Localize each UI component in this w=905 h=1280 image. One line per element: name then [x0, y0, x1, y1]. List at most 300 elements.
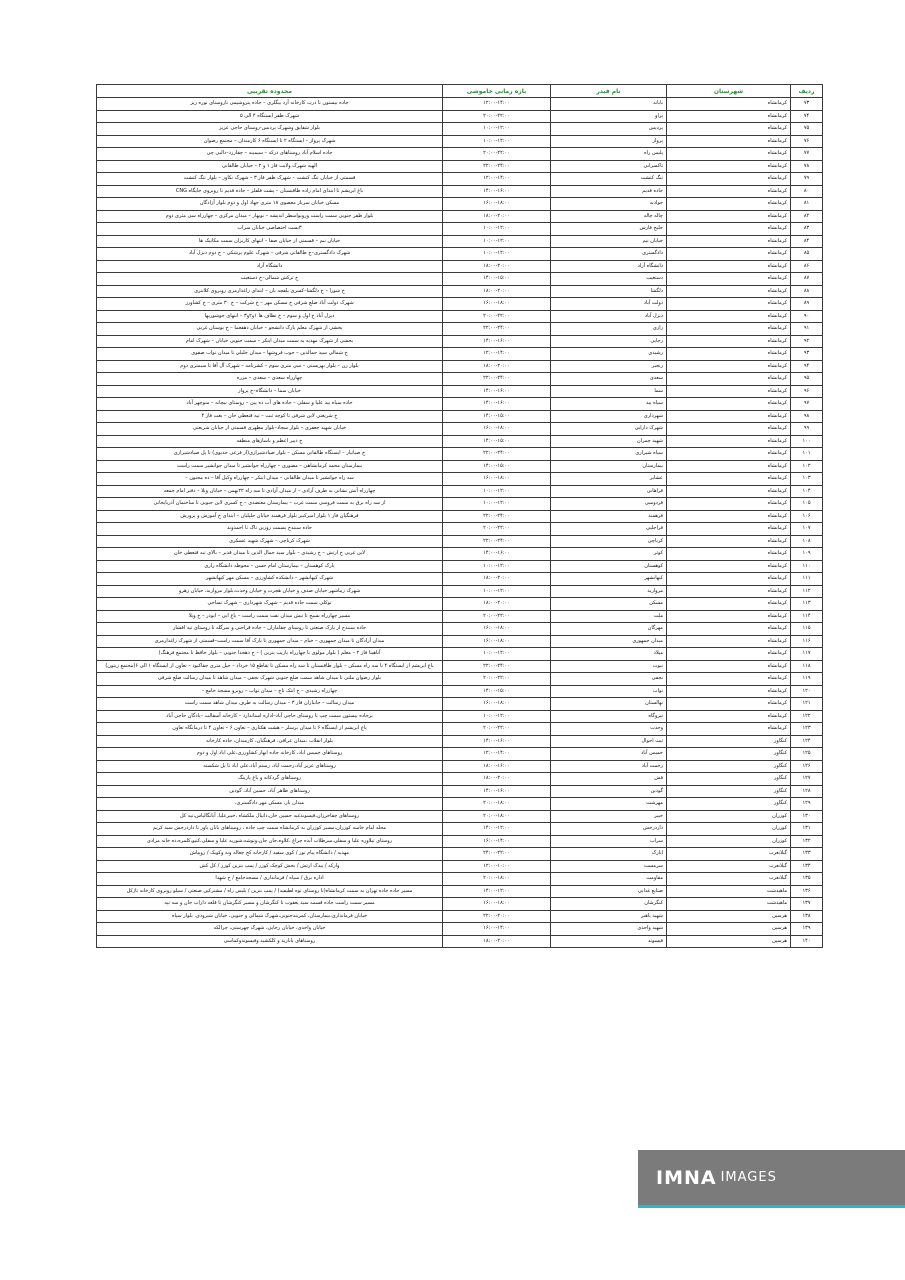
- row-number-cell: ۱۱۱: [791, 573, 823, 586]
- table-row: [97, 860, 823, 873]
- time-range-cell: ۱۶:۰۰-۱۸:۰۰: [443, 473, 551, 486]
- header-time-range: بازه زمانی خاموشی: [443, 85, 551, 98]
- row-number-cell: ۱۴۰: [791, 935, 823, 948]
- area-cell: خ شریعتی لاین شرقی تا کوچه ثبت – تیه قتعطی خان – بغت فاز ۴: [97, 410, 443, 423]
- time-range-cell: ۱۰:۰۰-۱۲:۰۰: [443, 648, 551, 661]
- row-number-cell: ۱۱۵: [791, 623, 823, 636]
- area-cell: آناهیتا فاز ۲ – معلم ( بلوار مولوی تا چهارراه بازیب بنزین ) – خ دهخدا جنوبی – بلوار حافظ تا مجتمع فرهنگ): [97, 648, 443, 661]
- city-cell: کرمانشاه: [667, 698, 791, 711]
- table-row: [97, 635, 823, 648]
- area-cell: توکلی سمت جاده قدیم – شهرک شهرداری – شهرک نساجی: [97, 598, 443, 611]
- area-cell: چهارراه آتش نشانی به طرف آزادی – از میدان آزادی تا سه راه ۲۲بهمن – خیابان ویلا – دفتر امام جمعه: [97, 485, 443, 498]
- row-number-cell: ۱۰۶: [791, 510, 823, 523]
- row-number-cell: ۹۸: [791, 410, 823, 423]
- feeder-cell: پلیس راه: [551, 148, 667, 161]
- row-number-cell: ۹۴: [791, 360, 823, 373]
- area-cell: خیابان شهید جعفری – بلوار سجاد–بلوار مطهری قسمتی از خیابان شریعتی: [97, 423, 443, 436]
- row-number-cell: ۷۴: [791, 110, 823, 123]
- area-cell: خ ترکش شمالی–خ دستغیب: [97, 273, 443, 286]
- city-cell: کرمانشاه: [667, 235, 791, 248]
- area-cell: روستاهای طاهر آباد، حسین آباد، گودین: [97, 785, 443, 798]
- feeder-cell: دولت آباد: [551, 298, 667, 311]
- area-cell: بخشی از شهرک مهدیه به سمت میدان ابتکر – سمت جنوبی خیابان – شهرک امام: [97, 335, 443, 348]
- feeder-cell: دیزل آباد: [551, 310, 667, 323]
- table-row: [97, 373, 823, 386]
- table-row: [97, 535, 823, 548]
- area-cell: شهرک کیهانشهر – دانشکده کشاورزی – مسکن مهر کیهانشهر: [97, 573, 443, 586]
- row-number-cell: ۱۱۹: [791, 673, 823, 686]
- area-cell: خ صیاتیار – ایستگاه طالقانی مسکن – بلوار صیادشیرازی(از فرعی خدیوی) تا پل صیادشیرازی: [97, 448, 443, 461]
- city-cell: کرمانشاه: [667, 185, 791, 198]
- table-row: [97, 435, 823, 448]
- area-cell: محله امام خامنه کوزران،مسیر کوزران به کرمانشاه سمت چپ جاده ، روستاهای بابان یاور تا داردرخش سید کریم: [97, 823, 443, 836]
- feeder-cell: رجایی: [551, 335, 667, 348]
- city-cell: کرمانشاه: [667, 423, 791, 436]
- city-cell: کرمانشاه: [667, 210, 791, 223]
- city-cell: کرمانشاه: [667, 648, 791, 661]
- city-cell: ماهیدشت: [667, 898, 791, 911]
- time-range-cell: ۲۲:۰۰-۲۴:۰۰: [443, 160, 551, 173]
- city-cell: کوزران: [667, 823, 791, 836]
- area-cell: خیابان واحدی، خیابان رجایی، شهرک چهرستی، چرالکه: [97, 923, 443, 936]
- table-row: [97, 210, 823, 223]
- area-cell: باغ ابریشم تا ابتدای امام زاده طاقبستان – پشت فلفلز – جاده قدیم تا روبروی جایگاه CNG: [97, 185, 443, 198]
- time-range-cell: ۱۶:۰۰-۱۴:۰۰: [443, 835, 551, 848]
- table-row: [97, 448, 823, 461]
- row-number-cell: ۱۲۸: [791, 785, 823, 798]
- city-cell: کرمانشاه: [667, 148, 791, 161]
- feeder-cell: نواب: [551, 685, 667, 698]
- time-range-cell: ۲۲:۰۰-۲۴:۰۰: [443, 448, 551, 461]
- table-row: [97, 873, 823, 886]
- area-cell: روستاهای خمیس اباد، کارخانه جاده ابهار کشاورزی،علی اباد اول و دوم: [97, 748, 443, 761]
- feeder-cell: جوادیه: [551, 198, 667, 211]
- table-row: [97, 285, 823, 298]
- area-cell: بلوار زن – بلوار بهزیستی – سی متری سوم – کشرنامه – شهرک آل آقا تا سیمتری دوم: [97, 360, 443, 373]
- row-number-cell: ۸۱: [791, 198, 823, 211]
- table-row: [97, 198, 823, 211]
- feeder-cell: فراهانی: [551, 485, 667, 498]
- row-number-cell: ۱۲۹: [791, 798, 823, 811]
- feeder-cell: کرناچی: [551, 535, 667, 548]
- city-cell: کنگاور: [667, 760, 791, 773]
- table-row: [97, 723, 823, 736]
- table-row: [97, 310, 823, 323]
- table-row: [97, 673, 823, 686]
- row-number-cell: ۱۳۵: [791, 873, 823, 886]
- feeder-cell: پردیس: [551, 123, 667, 136]
- feeder-cell: دانشگاه آزاد: [551, 260, 667, 273]
- city-cell: گیلانغرب: [667, 848, 791, 861]
- row-number-cell: ۱۱۰: [791, 560, 823, 573]
- city-cell: کرمانشاه: [667, 98, 791, 111]
- area-cell: روستاهای گردکانه و باغ پارینگ: [97, 773, 443, 786]
- time-range-cell: ۱۴:۰۰-۱۶:۰۰: [443, 735, 551, 748]
- time-range-cell: ۱۴:۰۰-۱۵:۰۰: [443, 435, 551, 448]
- table-row: [97, 660, 823, 673]
- city-cell: کرمانشاه: [667, 223, 791, 236]
- time-range-cell: ۲۰:۰۰-۲۲:۰۰: [443, 673, 551, 686]
- table-row: [97, 485, 823, 498]
- feeder-cell: جاده قدیم: [551, 185, 667, 198]
- city-cell: کرمانشاه: [667, 473, 791, 486]
- table-header-row: [97, 85, 823, 98]
- feeder-cell: تنگ کنشت: [551, 173, 667, 186]
- table-row: [97, 223, 823, 236]
- row-number-cell: ۹۰: [791, 310, 823, 323]
- feeder-cell: میلاد: [551, 648, 667, 661]
- time-range-cell: ۱۸:۰۰-۲۰:۰۰: [443, 260, 551, 273]
- feeder-cell: بیمارستان: [551, 460, 667, 473]
- city-cell: کرمانشاه: [667, 723, 791, 736]
- table-row: [97, 110, 823, 123]
- city-cell: کرمانشاه: [667, 398, 791, 411]
- feeder-cell: کنگرشان: [551, 898, 667, 911]
- time-range-cell: ۱۴:۰۰-۱۶:۰۰: [443, 385, 551, 398]
- time-range-cell: ۱۸:۰۰-۲۰:۰۰: [443, 935, 551, 948]
- feeder-cell: صنایع غذایی: [551, 885, 667, 898]
- row-number-cell: ۱۰۸: [791, 535, 823, 548]
- area-cell: شهرک پرواز – ایستگاه ۲ تا ایستگاه ۶ کارمندان – مجتمع رضوان: [97, 135, 443, 148]
- city-cell: کرمانشاه: [667, 660, 791, 673]
- feeder-cell: میدان جمهوری: [551, 635, 667, 648]
- time-range-cell: ۱۲:۰۰-۱۴:۰۰: [443, 348, 551, 361]
- area-cell: روستای تیلاوره علیا و سفلی،سرطلاب آبده چراغ ،کلاوه،جان جان،وتوشه،شوریه علیا و سفلی،کنیو،کلمره،ده خانه مرادی: [97, 835, 443, 848]
- row-number-cell: ۷۵: [791, 123, 823, 136]
- feeder-cell: نبوت: [551, 660, 667, 673]
- time-range-cell: ۱۸:۰۰-۲۰:۰۰: [443, 360, 551, 373]
- row-number-cell: ۱۱۸: [791, 660, 823, 673]
- city-cell: کرمانشاه: [667, 623, 791, 636]
- city-cell: کرمانشاه: [667, 685, 791, 698]
- row-number-cell: ۸۵: [791, 248, 823, 261]
- city-cell: کرمانشاه: [667, 285, 791, 298]
- feeder-cell: شهرداری: [551, 410, 667, 423]
- row-number-cell: ۱۳۸: [791, 910, 823, 923]
- row-number-cell: ۱۰۳: [791, 473, 823, 486]
- feeder-cell: مسکن: [551, 598, 667, 611]
- table-row: [97, 510, 823, 523]
- feeder-cell: سیاه بید: [551, 398, 667, 411]
- row-number-cell: ۹۱: [791, 323, 823, 336]
- city-cell: کرمانشاه: [667, 110, 791, 123]
- table-row: [97, 685, 823, 698]
- time-range-cell: ۱۰:۰۰-۱۲:۰۰: [443, 135, 551, 148]
- time-range-cell: ۱۴:۰۰-۱۶:۰۰: [443, 398, 551, 411]
- time-range-cell: ۱۸:۰۰-۲۰:۰۰: [443, 285, 551, 298]
- area-cell: میدان بار، مسکن مهر دادگستری،: [97, 798, 443, 811]
- table-row: [97, 585, 823, 598]
- row-number-cell: ۱۳۱: [791, 823, 823, 836]
- feeder-cell: سپاه شیرازی: [551, 448, 667, 461]
- table-row: [97, 898, 823, 911]
- row-number-cell: ۷۸: [791, 160, 823, 173]
- area-cell: بخشی از شهرک معلم پارک دانشجو – خیابان دهقعما – خ بوستان غربی: [97, 323, 443, 336]
- feeder-cell: فراجلیی: [551, 523, 667, 536]
- table-row: [97, 173, 823, 186]
- feeder-cell: چاله چاله: [551, 210, 667, 223]
- area-cell: بلوار انقلاب ،میدان عراقی، فرهنگیان، کارمندان، جاده کارخانه: [97, 735, 443, 748]
- time-range-cell: ۱۲:۰۰-۱۴:۰۰: [443, 748, 551, 761]
- area-cell: دیزل آباد خ اول و سوم – خ نظاف ها ۱و۲و۳ – انتهای جوشوریها: [97, 310, 443, 323]
- row-number-cell: ۸۸: [791, 285, 823, 298]
- feeder-cell: نیروگاه: [551, 710, 667, 723]
- feeder-cell: فیسوند: [551, 935, 667, 948]
- outage-table: [96, 84, 823, 948]
- feeder-cell: رشیدی: [551, 348, 667, 361]
- feeder-cell: وحدت: [551, 723, 667, 736]
- city-cell: کرمانشاه: [667, 273, 791, 286]
- feeder-cell: بابانه: [551, 98, 667, 111]
- row-number-cell: ۱۳۶: [791, 885, 823, 898]
- table-row: [97, 923, 823, 936]
- feeder-cell: فرهمند: [551, 510, 667, 523]
- time-range-cell: ۱۰:۰۰-۱۲:۰۰: [443, 123, 551, 136]
- row-number-cell: ۱۳۲: [791, 835, 823, 848]
- time-range-cell: ۱۶:۰۰-۱۸:۰۰: [443, 423, 551, 436]
- city-cell: کنگاور: [667, 735, 791, 748]
- row-number-cell: ۱۲۵: [791, 748, 823, 761]
- row-number-cell: ۱۳۴: [791, 860, 823, 873]
- area-cell: الهیه شهرک ولایت فاز ۱ و ۲ – خیابان طالقانی: [97, 160, 443, 173]
- feeder-cell: کوهستان: [551, 560, 667, 573]
- city-cell: ماهیدشت: [667, 885, 791, 898]
- time-range-cell: ۱۰:۰۰-۱۲:۰۰: [443, 560, 551, 573]
- header-city: شهرستان: [667, 85, 791, 98]
- area-cell: مهدیه / دانشگاه پیام نور / کوی سفید / کارخانه کج چغاله ونه وکوبک / روپیاش: [97, 848, 443, 861]
- area-cell: روستاهای بابازید و کلکشید وفیسوندوکماسی: [97, 935, 443, 948]
- table-row: [97, 910, 823, 923]
- row-number-cell: ۸۰: [791, 185, 823, 198]
- area-cell: شهرک دولت آباد ضلع شرقی خ مسکن مهر – خ شرکت – خ ۳۰ متری – خ کشاورز: [97, 298, 443, 311]
- city-cell: کرمانشاه: [667, 448, 791, 461]
- time-range-cell: ۱۲:۰۰-۱۴:۰۰: [443, 98, 551, 111]
- time-range-cell: ۱۰:۰۰-۱۲:۰۰: [443, 485, 551, 498]
- city-cell: کنگاور: [667, 748, 791, 761]
- city-cell: کرمانشاه: [667, 323, 791, 336]
- area-cell: فرهنگیان فاز ۱ بلوار امیرکبیر بلوار فرهمند خیابان جلیلیان – ابتدای خ آموزش و پرورش: [97, 510, 443, 523]
- feeder-cell: فردوسی: [551, 498, 667, 511]
- time-range-cell: ۱۴:۰۰-۱۵:۰۰: [443, 460, 551, 473]
- city-cell: گیلانغرب: [667, 873, 791, 886]
- area-cell: برجاده بیستون سمت چپ تا روستای حاجی آباد–اداره استاندارد – کارخانه آسفالت –پادگان حاجی آباد: [97, 710, 443, 723]
- city-cell: کرمانشاه: [667, 510, 791, 523]
- city-cell: کرمانشاه: [667, 635, 791, 648]
- feeder-cell: سعدی: [551, 373, 667, 386]
- city-cell: کنگاور: [667, 785, 791, 798]
- feeder-cell: ملت: [551, 610, 667, 623]
- table-row: [97, 835, 823, 848]
- area-cell: بلوار ظفر جنوبی سمت راست وروبواسطر اندیشه – نوبهار – میدان مرکزی – چهارراه سی متری دوم: [97, 210, 443, 223]
- table-row: [97, 810, 823, 823]
- city-cell: کرمانشاه: [667, 360, 791, 373]
- time-range-cell: ۱۸:۰۰-۲۰:۰۰: [443, 210, 551, 223]
- row-number-cell: ۱۱۳: [791, 598, 823, 611]
- feeder-cell: دادگستری: [551, 248, 667, 261]
- table-row: [97, 885, 823, 898]
- city-cell: کرمانشاه: [667, 435, 791, 448]
- table-row: [97, 423, 823, 436]
- table-row: [97, 248, 823, 261]
- feeder-cell: تاکسرانی: [551, 160, 667, 173]
- row-number-cell: ۱۲۱: [791, 698, 823, 711]
- feeder-cell: پرواز: [551, 135, 667, 148]
- row-number-cell: ۱۲۷: [791, 773, 823, 786]
- header-row-number: ردیف: [791, 85, 823, 98]
- row-number-cell: ۱۰۵: [791, 498, 823, 511]
- row-number-cell: ۱۳۰: [791, 810, 823, 823]
- area-cell: دانشگاه آزاد: [97, 260, 443, 273]
- table-row: [97, 98, 823, 111]
- city-cell: کرمانشاه: [667, 460, 791, 473]
- feeder-cell: رنجبر: [551, 360, 667, 373]
- feeder-cell: کوثر: [551, 548, 667, 561]
- city-cell: کرمانشاه: [667, 498, 791, 511]
- row-number-cell: ۷۹: [791, 173, 823, 186]
- feeder-cell: مقاومت: [551, 873, 667, 886]
- row-number-cell: ۱۰۰: [791, 435, 823, 448]
- area-cell: جاده سنندج از پارک صنعتی تا روستای چقاماران – جاده قراحنی و سرگله تا روستای تیه افشار: [97, 623, 443, 636]
- row-number-cell: ۸۲: [791, 210, 823, 223]
- city-cell: کوزران: [667, 835, 791, 848]
- area-cell: باغ ابریشم از ایستگاه ۴ تا سه راه مسکن – بلوار طاقبستان تا سه راه مسکن تا تقاطع ۱۵ خرداد – جیل متری چقاکبود – تعاون از ایستگاه ۱ الی ۶(مجتمع زیتون): [97, 660, 443, 673]
- city-cell: کرمانشاه: [667, 298, 791, 311]
- row-number-cell: ۱۳۹: [791, 923, 823, 936]
- city-cell: کرمانشاه: [667, 535, 791, 548]
- time-range-cell: ۲۲:۰۰-۲۴:۰۰: [443, 660, 551, 673]
- feeder-cell: دستغیب: [551, 273, 667, 286]
- table-row: [97, 323, 823, 336]
- time-range-cell: ۲۰:۰۰-۲۲:۰۰: [443, 523, 551, 536]
- table-row: [97, 335, 823, 348]
- area-cell: بیمارستان محمد کرمانشاهی – مصوری – چهارراه جوانشیر تا میدان جوانشیر سمت راست: [97, 460, 443, 473]
- area-cell: میدان رسالت – جانبازان فاز ۳ – میدان رسالت به طرف میدان شاهد سمت راست: [97, 698, 443, 711]
- feeder-cell: خلیج فارس: [551, 223, 667, 236]
- table-row: [97, 748, 823, 761]
- time-range-cell: ۲۲:۰۰-۲۴:۰۰: [443, 510, 551, 523]
- city-cell: کرمانشاه: [667, 548, 791, 561]
- row-number-cell: ۹۵: [791, 373, 823, 386]
- city-cell: کرمانشاه: [667, 198, 791, 211]
- city-cell: کرمانشاه: [667, 385, 791, 398]
- table-row: [97, 360, 823, 373]
- table-row: [97, 473, 823, 486]
- city-cell: کرمانشاه: [667, 135, 791, 148]
- row-number-cell: ۱۰۲: [791, 460, 823, 473]
- row-number-cell: ۱۰۷: [791, 523, 823, 536]
- area-cell: جاده اسلام آباد روستاهای درکه – سیمینه – چقازرد–دالبی چی: [97, 148, 443, 161]
- watermark-brand: IMNA: [656, 1166, 717, 1189]
- table-row: [97, 648, 823, 661]
- time-range-cell: ۲۰:۰۰-۱۸:۰۰: [443, 873, 551, 886]
- table-row: [97, 623, 823, 636]
- area-cell: مسیر جاده جاده تهران به سمت کرمانشاه(تا روستای توه لطیفیه) / پمپ بنزین / پلیس راه / مشترکین صنعتی / سیلو روبروی کارخانه تاژکل: [97, 885, 443, 898]
- time-range-cell: ۱۲:۰۰-۱۴:۰۰: [443, 173, 551, 186]
- time-range-cell: ۲۰:۰۰-۲۲:۰۰: [443, 610, 551, 623]
- table-row: [97, 348, 823, 361]
- area-cell: لاین غربی خ ارتش – خ رشیدی – بلوار سید جمال الدین تا میدان قدیر – بالای تیه قتعطی خان: [97, 548, 443, 561]
- table-row: [97, 160, 823, 173]
- feeder-cell: شهید واحدی: [551, 923, 667, 936]
- area-cell: شهرک کرناچی – شهرک شهید عسکری: [97, 535, 443, 548]
- time-range-cell: ۱۴:۰۰-۱۵:۰۰: [443, 410, 551, 423]
- city-cell: هرسین: [667, 923, 791, 936]
- row-number-cell: ۱۰۱: [791, 448, 823, 461]
- row-number-cell: ۷۷: [791, 148, 823, 161]
- row-number-cell: ۱۱۶: [791, 635, 823, 648]
- table-row: [97, 698, 823, 711]
- feeder-cell: داردرخش: [551, 823, 667, 836]
- city-cell: کرمانشاه: [667, 485, 791, 498]
- row-number-cell: ۸۳: [791, 223, 823, 236]
- feeder-cell: مروارید: [551, 585, 667, 598]
- time-range-cell: ۲۲:۰۰-۲۴:۰۰: [443, 323, 551, 336]
- area-cell: شهرک دادگستری–خ طالقانی شرقی – شهرک علوم پزشکی – خ دوم دیزل آباد: [97, 248, 443, 261]
- feeder-cell: نهالستان: [551, 698, 667, 711]
- table-row: [97, 773, 823, 786]
- time-range-cell: ۱۶:۰۰-۱۸:۰۰: [443, 635, 551, 648]
- row-number-cell: ۹۶: [791, 385, 823, 398]
- row-number-cell: ۱۲۴: [791, 735, 823, 748]
- city-cell: کرمانشاه: [667, 373, 791, 386]
- time-range-cell: ۱۸:۰۰-۲۰:۰۰: [443, 598, 551, 611]
- feeder-cell: خمیس آباد: [551, 748, 667, 761]
- time-range-cell: ۲۴:۰۰-۲۲:۰۰: [443, 848, 551, 861]
- row-number-cell: ۱۲۶: [791, 760, 823, 773]
- table-row: [97, 560, 823, 573]
- time-range-cell: ۲۰:۰۰-۲۲:۰۰: [443, 310, 551, 323]
- area-cell: اداره برق / سپاه / فرمانداری / مسجدجامع / خ شهدا: [97, 873, 443, 886]
- row-number-cell: ۱۲۳: [791, 723, 823, 736]
- table-row: [97, 548, 823, 561]
- table-row: [97, 260, 823, 273]
- feeder-cell: خیابان نیم: [551, 235, 667, 248]
- feeder-cell: سرمست: [551, 860, 667, 873]
- table-row: [97, 798, 823, 811]
- table-row: [97, 398, 823, 411]
- city-cell: کرمانشاه: [667, 560, 791, 573]
- time-range-cell: ۱۸:۰۰-۲۰:۰۰: [443, 573, 551, 586]
- city-cell: کرمانشاه: [667, 673, 791, 686]
- area-cell: چهارراه رشیدی – خ انتک تاج – میدان نواب – روبرو مسجد جامع –: [97, 685, 443, 698]
- time-range-cell: ۱۶:۰۰-۱۸:۰۰: [443, 623, 551, 636]
- imna-images-watermark: [638, 1150, 905, 1208]
- city-cell: کرمانشاه: [667, 310, 791, 323]
- area-cell: میدان آزادگان تا میدان جمهوری – خیام – میدان جمهوری تا پارک آقا سمت راست–قسمتی از شهرک زاغدارمری: [97, 635, 443, 648]
- area-cell: شهرک زیباشهر خیابان صدف و خیابان هجرت و خیابان وحدت،بلوار مروارید، خیابان زهرو: [97, 585, 443, 598]
- area-cell: خیابان فرمانداری،بیمارستان، کمربندجنوبی،شهرک شمالی و جنوبی، خیابان شیرودی، بلوار سپاه: [97, 910, 443, 923]
- area-cell: خ شمالی سید جمالدین – جوب فروشها – میدان جلیلی تا میدان نواب صفوی: [97, 348, 443, 361]
- time-range-cell: ۱۰:۰۰-۱۲:۰۰: [443, 585, 551, 598]
- city-cell: کرمانشاه: [667, 523, 791, 536]
- city-cell: کرمانشاه: [667, 248, 791, 261]
- feeder-cell: مهرگان: [551, 623, 667, 636]
- table-row: [97, 823, 823, 836]
- time-range-cell: ۱۴:۰۰-۱۵:۰۰: [443, 685, 551, 698]
- row-number-cell: ۸۶: [791, 260, 823, 273]
- table-row: [97, 298, 823, 311]
- time-range-cell: ۱۴:۰۰-۱۶:۰۰: [443, 335, 551, 348]
- feeder-cell: سراب: [551, 835, 667, 848]
- city-cell: کرمانشاه: [667, 173, 791, 186]
- row-number-cell: ۱۱۲: [791, 585, 823, 598]
- table-row: [97, 710, 823, 723]
- city-cell: کرمانشاه: [667, 335, 791, 348]
- city-cell: کرمانشاه: [667, 573, 791, 586]
- area-cell: بلوار شقایق وشهرک پردیس-روستای حاجی عزیز: [97, 123, 443, 136]
- area-cell: مسکن خیابان سرباز معصوی ۱۸ متری جهاد اول و دوم بلوار آزادگان: [97, 198, 443, 211]
- area-cell: خ شورا – خ دلگشا–کسری یلفچه بان – ابتدای زاغدارمری روبروی کلانتری: [97, 285, 443, 298]
